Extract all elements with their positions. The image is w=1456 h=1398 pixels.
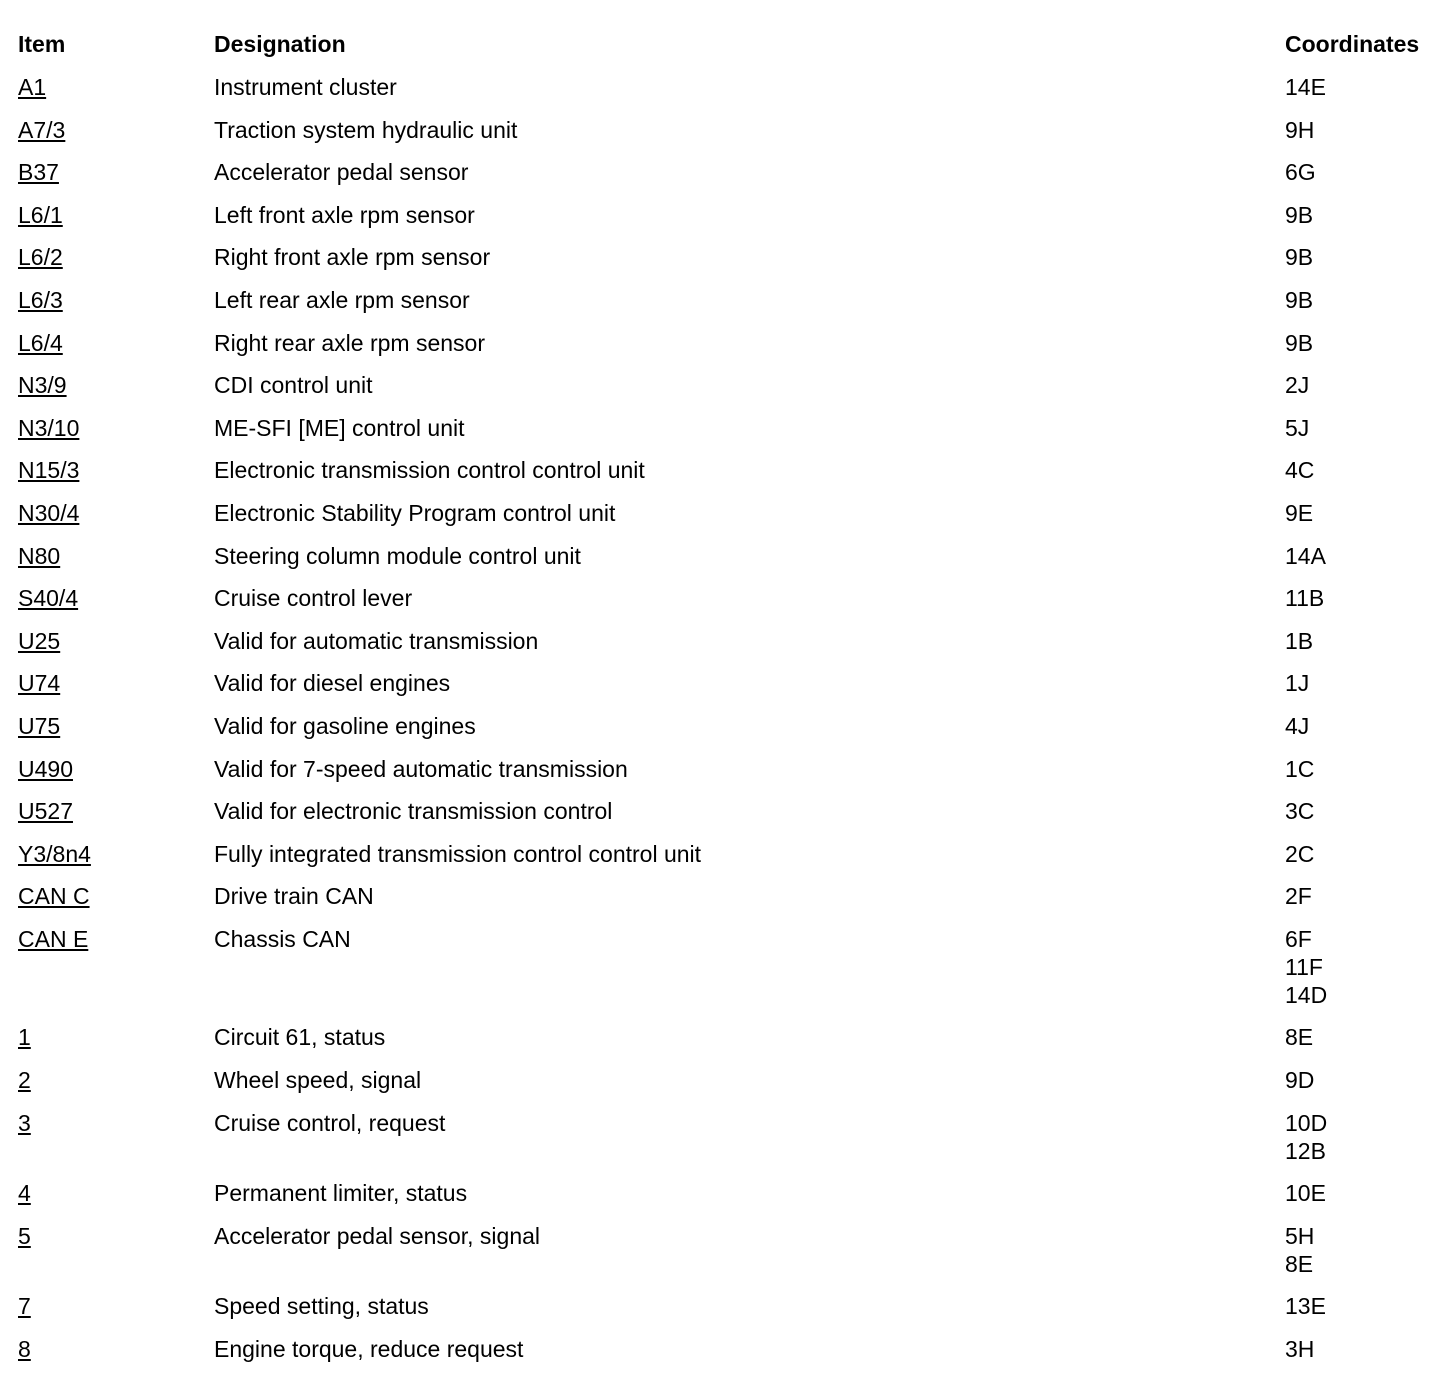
coordinate-value: 11B [1285,585,1325,612]
item-link[interactable]: U25 [18,627,61,654]
item-cell [18,797,214,825]
item-cell [18,1292,214,1320]
item-cell [18,329,214,357]
item-link[interactable]: L6/1 [18,201,63,228]
designation-cell: Electronic Stability Program control unit [214,499,616,526]
item-link[interactable]: CAN C [18,883,90,910]
designation-cell: Circuit 61, status [214,1024,386,1051]
table-row [18,414,1438,457]
coordinate-value: 9B [1285,329,1314,356]
designation-cell: Steering column module control unit [214,542,581,569]
coordinates-cell [1285,755,1438,783]
item-link[interactable]: N80 [18,542,61,569]
coordinate-value: 3C [1285,798,1315,825]
item-link[interactable]: N3/10 [18,414,80,441]
table-row [18,456,1438,499]
item-link[interactable]: Y3/8n4 [18,840,91,867]
item-link[interactable]: A1 [18,74,47,100]
item-link[interactable]: 5 [18,1222,31,1249]
item-cell [18,925,214,953]
item-cell [18,73,214,101]
table-row [18,286,1438,329]
coordinates-cell [1285,1066,1438,1094]
designation-cell: Cruise control, request [214,1109,446,1136]
item-link[interactable]: N30/4 [18,499,80,526]
coordinate-value: 4C [1285,457,1315,484]
item-cell [18,755,214,783]
table-row [18,243,1438,286]
item-cell [18,584,214,612]
coordinates-cell [1285,542,1438,570]
coordinates-cell [1285,243,1438,271]
designation-cell: Valid for 7-speed automatic transmission [214,755,628,782]
table-row [18,499,1438,542]
table-body [18,73,1438,1378]
item-cell [18,499,214,527]
table-row [18,797,1438,840]
coordinates-cell [1285,158,1438,186]
coordinates-cell [1285,584,1438,612]
coordinate-value: 10D [1285,1109,1328,1136]
coordinates-cell [1285,1335,1438,1363]
coordinates-cell [1285,882,1438,910]
item-link[interactable]: S40/4 [18,585,79,612]
coordinates-cell [1285,329,1438,357]
designation-cell: Speed setting, status [214,1293,429,1320]
table-row [18,925,1438,1024]
table-row [18,371,1438,414]
coordinate-value: 2J [1285,372,1310,399]
item-link[interactable]: N3/9 [18,372,67,399]
designation-cell: ME-SFI [ME] control unit [214,414,465,441]
coordinate-value: 9D [1285,1067,1315,1094]
designation-cell: Left front axle rpm sensor [214,201,475,228]
legend-table [18,30,1438,1378]
designation-cell: Fully integrated transmission control control unit [214,840,702,867]
coordinate-value: 1C [1285,755,1315,782]
column-header-coordinates: Coordinates [1285,31,1420,57]
coordinate-value: 11F [1285,953,1323,980]
table-row [18,1335,1438,1378]
item-link[interactable]: U75 [18,712,61,739]
designation-cell: Valid for gasoline engines [214,712,476,739]
table-row [18,1066,1438,1109]
table-row [18,669,1438,712]
item-cell [18,243,214,271]
coordinate-value: 9H [1285,116,1315,143]
coordinate-value: 9B [1285,286,1314,313]
item-link[interactable]: B37 [18,159,59,186]
table-row [18,584,1438,627]
table-row [18,1023,1438,1066]
item-link[interactable]: 3 [18,1109,31,1136]
table-row [18,840,1438,883]
coordinate-value: 1B [1285,627,1314,654]
coordinate-value: 8E [1285,1250,1314,1277]
coordinate-value: 10E [1285,1180,1326,1207]
designation-cell: Engine torque, reduce request [214,1336,524,1363]
item-cell [18,116,214,144]
item-cell [18,1109,214,1137]
designation-cell: Right rear axle rpm sensor [214,329,485,356]
item-link[interactable]: U74 [18,670,61,697]
column-header-item: Item [18,31,66,57]
coordinates-cell [1285,797,1438,825]
coordinates-cell [1285,414,1438,442]
item-cell [18,1066,214,1094]
table-row [18,1179,1438,1222]
item-cell [18,456,214,484]
coordinates-cell [1285,925,1438,1009]
coordinates-cell [1285,116,1438,144]
table-row [18,542,1438,585]
item-link[interactable]: 7 [18,1293,31,1320]
coordinates-cell [1285,669,1438,697]
coordinates-cell [1285,456,1438,484]
coordinates-cell [1285,371,1438,399]
item-link[interactable]: L6/2 [18,244,63,271]
coordinate-value: 6F [1285,925,1312,952]
coordinates-cell [1285,712,1438,740]
coordinate-value: 14E [1285,74,1326,100]
table-row [18,712,1438,755]
item-cell [18,158,214,186]
item-link[interactable]: N15/3 [18,457,80,484]
item-link[interactable]: U527 [18,798,73,825]
coordinate-value: 13E [1285,1293,1326,1320]
coordinate-value: 2F [1285,883,1312,910]
item-link[interactable]: CAN E [18,925,89,952]
item-cell [18,627,214,655]
item-link[interactable]: A7/3 [18,116,66,143]
item-cell [18,371,214,399]
designation-cell: Drive train CAN [214,883,374,910]
item-link[interactable]: 2 [18,1067,31,1094]
item-cell [18,1335,214,1363]
coordinates-cell [1285,1179,1438,1207]
table-row [18,755,1438,798]
designation-cell: Valid for electronic transmission control [214,798,613,825]
coordinates-cell [1285,73,1438,101]
table-row [18,201,1438,244]
coordinates-cell [1285,1109,1438,1165]
item-cell [18,414,214,442]
coordinate-value: 14D [1285,981,1328,1008]
item-link[interactable]: 4 [18,1180,31,1207]
coordinates-cell [1285,627,1438,655]
item-cell [18,201,214,229]
item-link[interactable]: L6/4 [18,329,63,356]
item-cell [18,712,214,740]
designation-cell: Electronic transmission control control unit [214,457,645,484]
coordinates-cell [1285,286,1438,314]
table-row [18,116,1438,159]
designation-cell: Wheel speed, signal [214,1067,422,1094]
item-link[interactable]: 8 [18,1336,31,1363]
item-cell [18,1023,214,1051]
designation-cell: Accelerator pedal sensor [214,159,469,186]
table-header [18,30,1438,73]
coordinates-cell [1285,1222,1438,1278]
coordinates-cell [1285,499,1438,527]
item-link[interactable]: 1 [18,1024,31,1051]
table-row [18,882,1438,925]
coordinate-value: 1J [1285,670,1310,697]
table-row [18,1222,1438,1293]
coordinate-value: 5H [1285,1222,1315,1249]
column-header-designation: Designation [214,31,346,57]
designation-cell: Instrument cluster [214,74,397,100]
coordinate-value: 6G [1285,159,1316,186]
coordinates-cell [1285,840,1438,868]
coordinates-cell [1285,1023,1438,1051]
coordinate-value: 14A [1285,542,1326,569]
coordinate-value: 9B [1285,201,1314,228]
coordinates-cell [1285,1292,1438,1320]
item-cell [18,1222,214,1250]
coordinate-value: 2C [1285,840,1315,867]
coordinate-value: 3H [1285,1336,1315,1363]
designation-cell: Accelerator pedal sensor, signal [214,1222,541,1249]
coordinate-value: 8E [1285,1024,1314,1051]
item-cell [18,669,214,697]
table-row [18,73,1438,116]
coordinate-value: 9E [1285,499,1314,526]
designation-cell: Cruise control lever [214,585,413,612]
coordinates-cell [1285,201,1438,229]
item-cell [18,840,214,868]
designation-cell: Left rear axle rpm sensor [214,286,470,313]
table-row [18,627,1438,670]
coordinate-value: 5J [1285,414,1310,441]
item-cell [18,882,214,910]
designation-cell: Chassis CAN [214,925,351,952]
table-row [18,1109,1438,1180]
designation-cell: Valid for diesel engines [214,670,451,697]
table-row [18,1292,1438,1335]
designation-cell: Right front axle rpm sensor [214,244,491,271]
item-link[interactable]: L6/3 [18,286,63,313]
designation-cell: Permanent limiter, status [214,1180,468,1207]
coordinate-value: 9B [1285,244,1314,271]
item-cell [18,286,214,314]
coordinate-value: 4J [1285,712,1310,739]
table-row [18,329,1438,372]
coordinate-value: 12B [1285,1137,1326,1164]
table-row [18,158,1438,201]
item-cell [18,542,214,570]
designation-cell: Traction system hydraulic unit [214,116,518,143]
item-link[interactable]: U490 [18,755,73,782]
item-cell [18,1179,214,1207]
designation-cell: CDI control unit [214,372,373,399]
designation-cell: Valid for automatic transmission [214,627,539,654]
